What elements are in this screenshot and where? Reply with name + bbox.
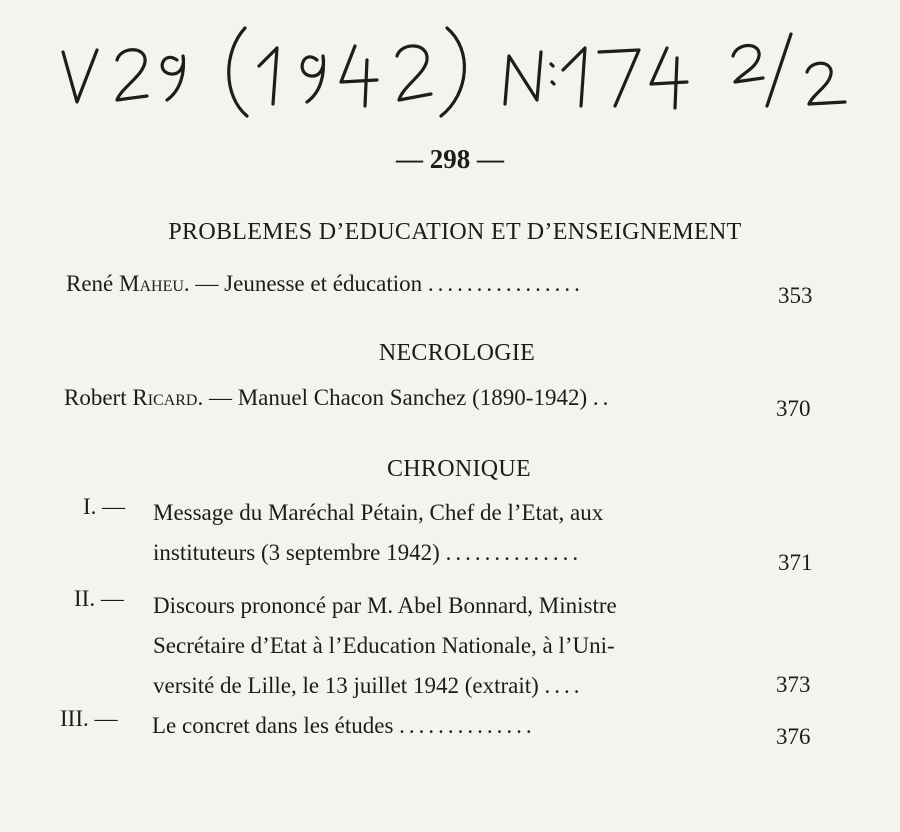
section-heading: CHRONIQUE — [386, 456, 532, 482]
entry-title-line: versité de Lille, le 13 juillet 1942 (extrait) — [153, 673, 539, 698]
dot-leader: .... — [544, 673, 584, 698]
author-first-name: René — [66, 271, 114, 296]
toc-entry — [152, 706, 536, 746]
entry-page-number: 371 — [778, 550, 813, 575]
dot-leader: ................ — [427, 271, 584, 296]
entry-page-number: 376 — [776, 724, 811, 749]
entry-title-line: Discours prononcé par M. Abel Bonnard, Ministre — [153, 593, 617, 618]
toc-entry — [153, 586, 617, 706]
section-heading: PROBLEMES D’EDUCATION ET D’ENSEIGNEMENT — [168, 219, 742, 245]
toc-entry — [66, 264, 584, 304]
toc-entry — [153, 493, 603, 573]
entry-page-number: 373 — [776, 672, 811, 697]
section-heading: NECROLOGIE — [378, 340, 536, 366]
dot-leader: .............. — [445, 540, 583, 565]
entry-page-number: 370 — [776, 396, 811, 421]
dot-leader: .. — [592, 385, 613, 410]
entry-title: . — Jeunesse et éducation — [183, 271, 423, 296]
entry-numeral: I. — — [83, 494, 126, 519]
page-number: — 298 — — [396, 144, 504, 174]
entry-numeral: III. — — [60, 706, 118, 731]
entry-numeral: II. — — [74, 586, 124, 611]
entry-page-number: 353 — [778, 283, 813, 308]
entry-title-line: Secrétaire d’Etat à l’Education Nationale, à l’Uni- — [153, 633, 615, 658]
author-first-name: Robert — [64, 385, 127, 410]
author-last-name: Maheu — [119, 271, 184, 296]
toc-entry — [64, 378, 612, 418]
entry-title-line: instituteurs (3 septembre 1942) — [153, 540, 440, 565]
entry-title-line: Message du Maréchal Pétain, Chef de l’Etat, aux — [153, 500, 604, 525]
dot-leader: .............. — [399, 713, 536, 738]
author-last-name: Ricard — [132, 385, 198, 410]
entry-title: . — Manuel Chacon Sanchez (1890-1942) — [197, 385, 588, 410]
handwritten-archive-note — [55, 20, 875, 120]
entry-title-line: Le concret dans les études — [152, 713, 394, 738]
